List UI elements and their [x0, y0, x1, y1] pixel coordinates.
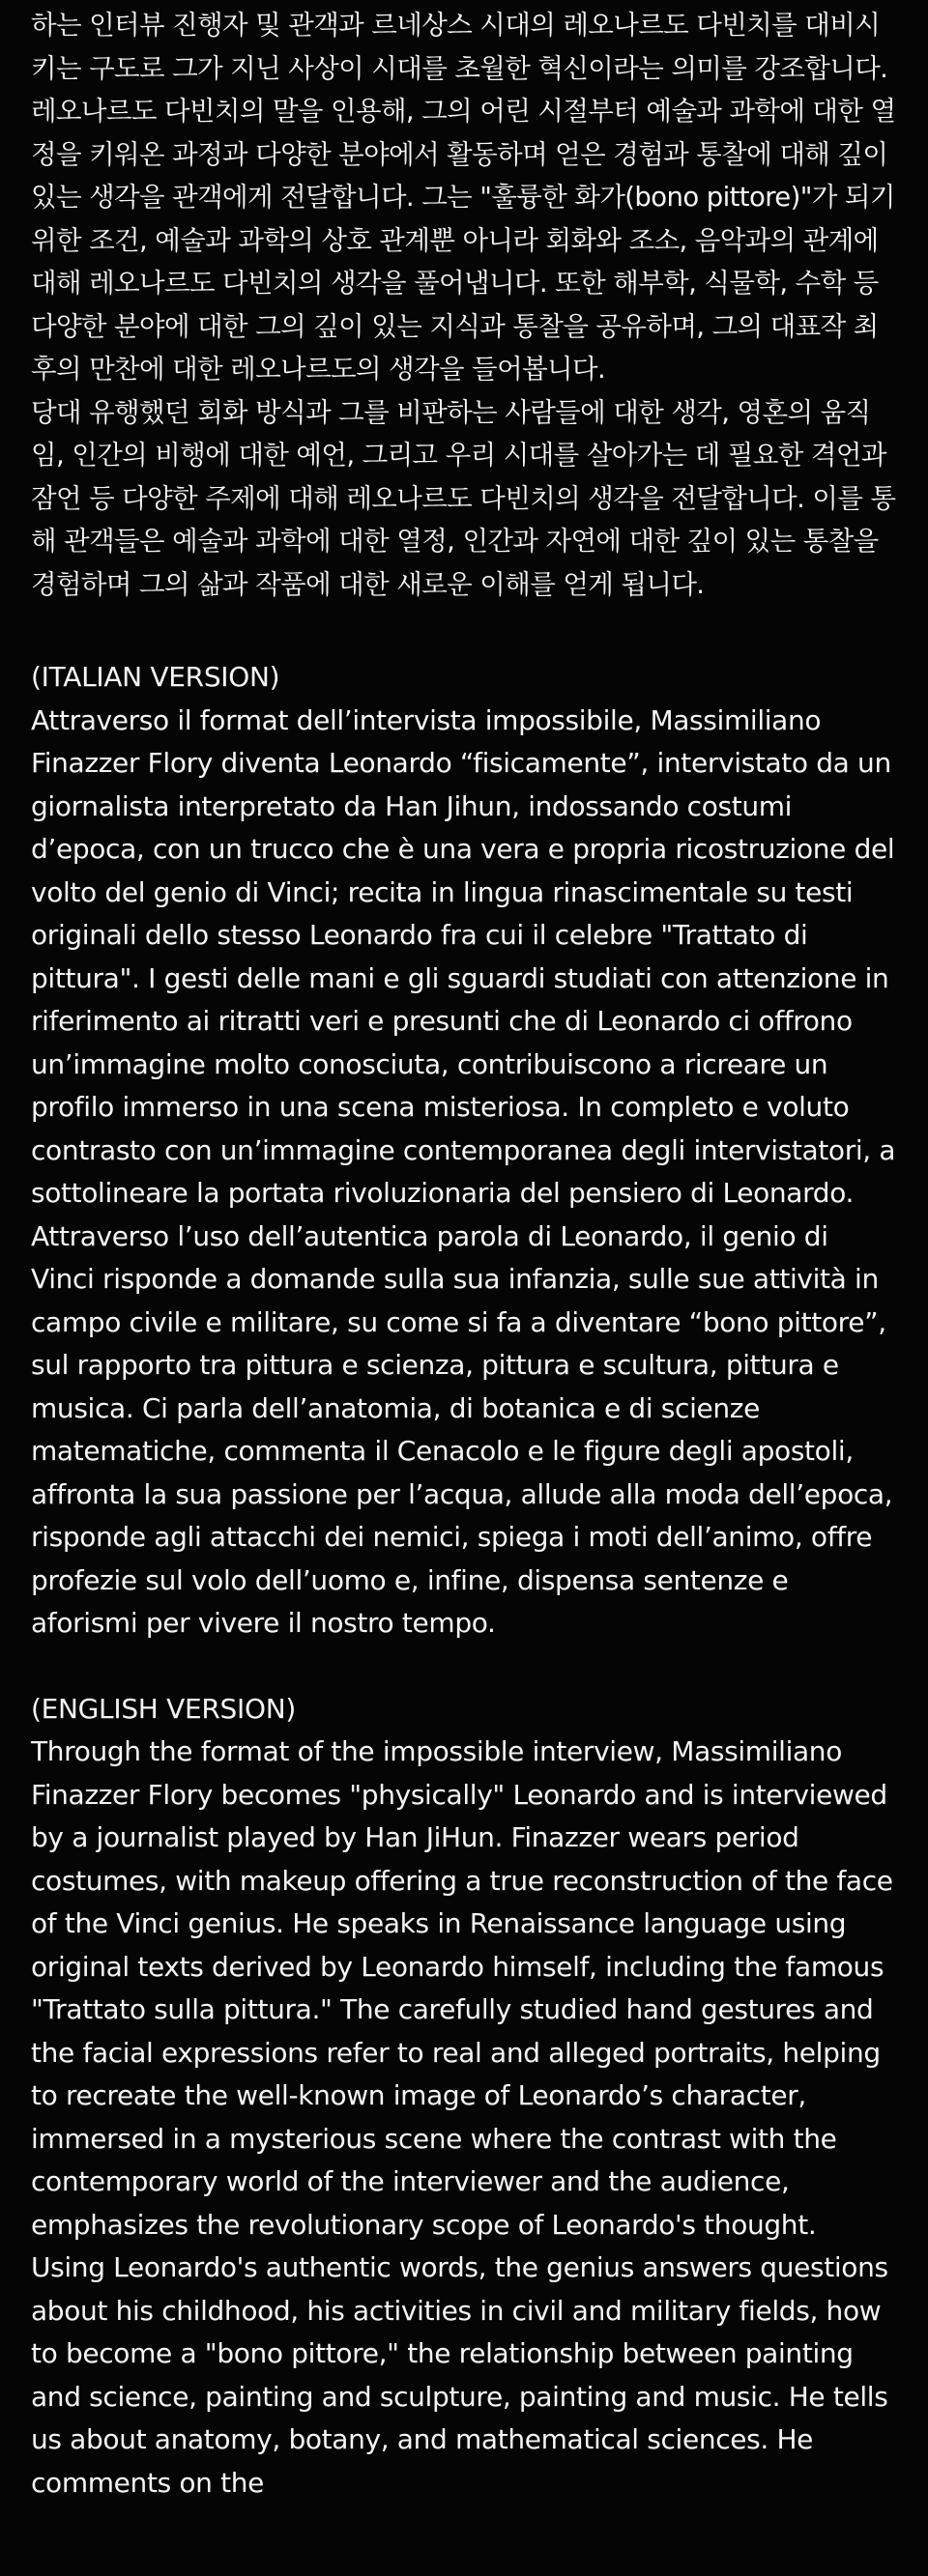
english-version-label: (ENGLISH VERSION): [31, 1692, 296, 1725]
korean-paragraph-2: 레오나르도 다빈치의 말을 인용해, 그의 어린 시절부터 예술과 과학에 대한 열정을 키워온 과정과 다양한 분야에서 활동하며 얻은 경험과 통찰에 대해 깊이 있는 생각을 관객에게 전달합니다. 그는 "훌륭한 화가(bono pittore)"가 되기 위한 조건, 예술과 과학의 상호 관계뿐 아니라 회화와 조소, 음악과의 관계에 대해 레오나르도 다빈치의 생각을 풀어냅니다. 또한 해부학, 식물학, 수학 등 다양한 분야에 대한 그의 깊이 있는 지식과 통찰을 공유하며, 그의 대표작 최후의 만찬에 대한 레오나르도의 생각을 들어봅니다.: [31, 96, 896, 385]
italian-version-label: (ITALIAN VERSION): [31, 661, 280, 693]
italian-paragraph-2: Attraverso l’uso dell’autentica parola di Leonardo, il genio di Vinci risponde a domande sulla sua infanzia, sulle sue attività in campo civile e militare, su come si fa a diventare “bono pittore”, sul rapporto tra pittura e scienza, pittura e scultura, pittura e musica. Ci parla dell’anatomia, di botanica e di scienze matematiche, commenta il Cenacolo e le figure degli apostoli, affronta la sua passione per l’acqua, allude alla moda dell’epoca, risponde agli attacchi dei nemici, spiega i moti dell’animo, offre profezie sul volo dell’uomo e, infine, dispensa sentenze e aforismi per vivere il nostro tempo.: [31, 1219, 893, 1639]
section-spacer: [31, 1646, 897, 1688]
italian-paragraph-1: Attraverso il format dell’intervista impossibile, Massimiliano Finazzer Flory diventa Leonardo “fisicamente”, intervistato da un giornalista interpretato da Han Jihun, indossando costumi d’epoca, con un trucco che è una vera e propria ricostruzione del volto del genio di Vinci; recita in lingua rinascimentale su testi originali dello stesso Leonardo fra cui il celebre "Trattato di pittura". I gesti delle mani e gli sguardi studiati con attenzione in riferimento ai ritratti veri e presunti che di Leonardo ci offrono un’immagine molto conosciuta, contribuiscono a ricreare un profilo immerso in una scena misteriosa. In completo e voluto contrasto con un’immagine contemporanea degli intervistatori, a sottolineare la portata rivoluzionaria del pensiero di Leonardo.: [31, 703, 896, 1209]
english-paragraph-1: Through the format of the impossible interview, Massimiliano Finazzer Flory becomes "physically" Leonardo and is interviewed by a journalist played by Han JiHun. Finazzer wears period costumes, with makeup offering a true reconstruction of the face of the Vinci genius. He speaks in Renaissance language using original texts derived by Leonardo himself, including the famous "Trattato sulla pittura." The carefully studied hand gestures and the facial expressions refer to real and alleged portraits, helping to recreate the well-known image of Leonardo’s character, immersed in a mysterious scene where the contrast with the contemporary world of the interviewer and the audience, emphasizes the revolutionary scope of Leonardo's thought. Using Leonardo's authentic words, the genius answers questions about his childhood, his activities in civil and military fields, how to become a "bono pittore," the relationship between painting and science, painting and sculpture, painting and music. He tells us about anatomy, botany, and mathematical sciences. He comments on the: [31, 1735, 893, 2499]
section-spacer: [31, 606, 897, 656]
korean-paragraph-3: 당대 유행했던 회화 방식과 그를 비판하는 사람들에 대한 생각, 영혼의 움직임, 인간의 비행에 대한 예언, 그리고 우리 시대를 살아가는 데 필요한 격언과 잠언 등 다양한 주제에 대해 레오나르도 다빈치의 생각을 전달합니다. 이를 통해 관객들은 예술과 과학에 대한 열정, 인간과 자연에 대한 깊이 있는 통찰을 경험하며 그의 삶과 작품에 대한 새로운 이해를 얻게 됩니다.: [31, 396, 896, 600]
italian-description: [31, 656, 897, 1646]
korean-description: [31, 4, 897, 606]
korean-paragraph-1: 하는 인터뷰 진행자 및 관객과 르네상스 시대의 레오나르도 다빈치를 대비시키는 구도로 그가 지닌 사상이 시대를 초월한 혁신이라는 의미를 강조합니다.: [31, 10, 888, 84]
english-description: [31, 1688, 897, 2505]
